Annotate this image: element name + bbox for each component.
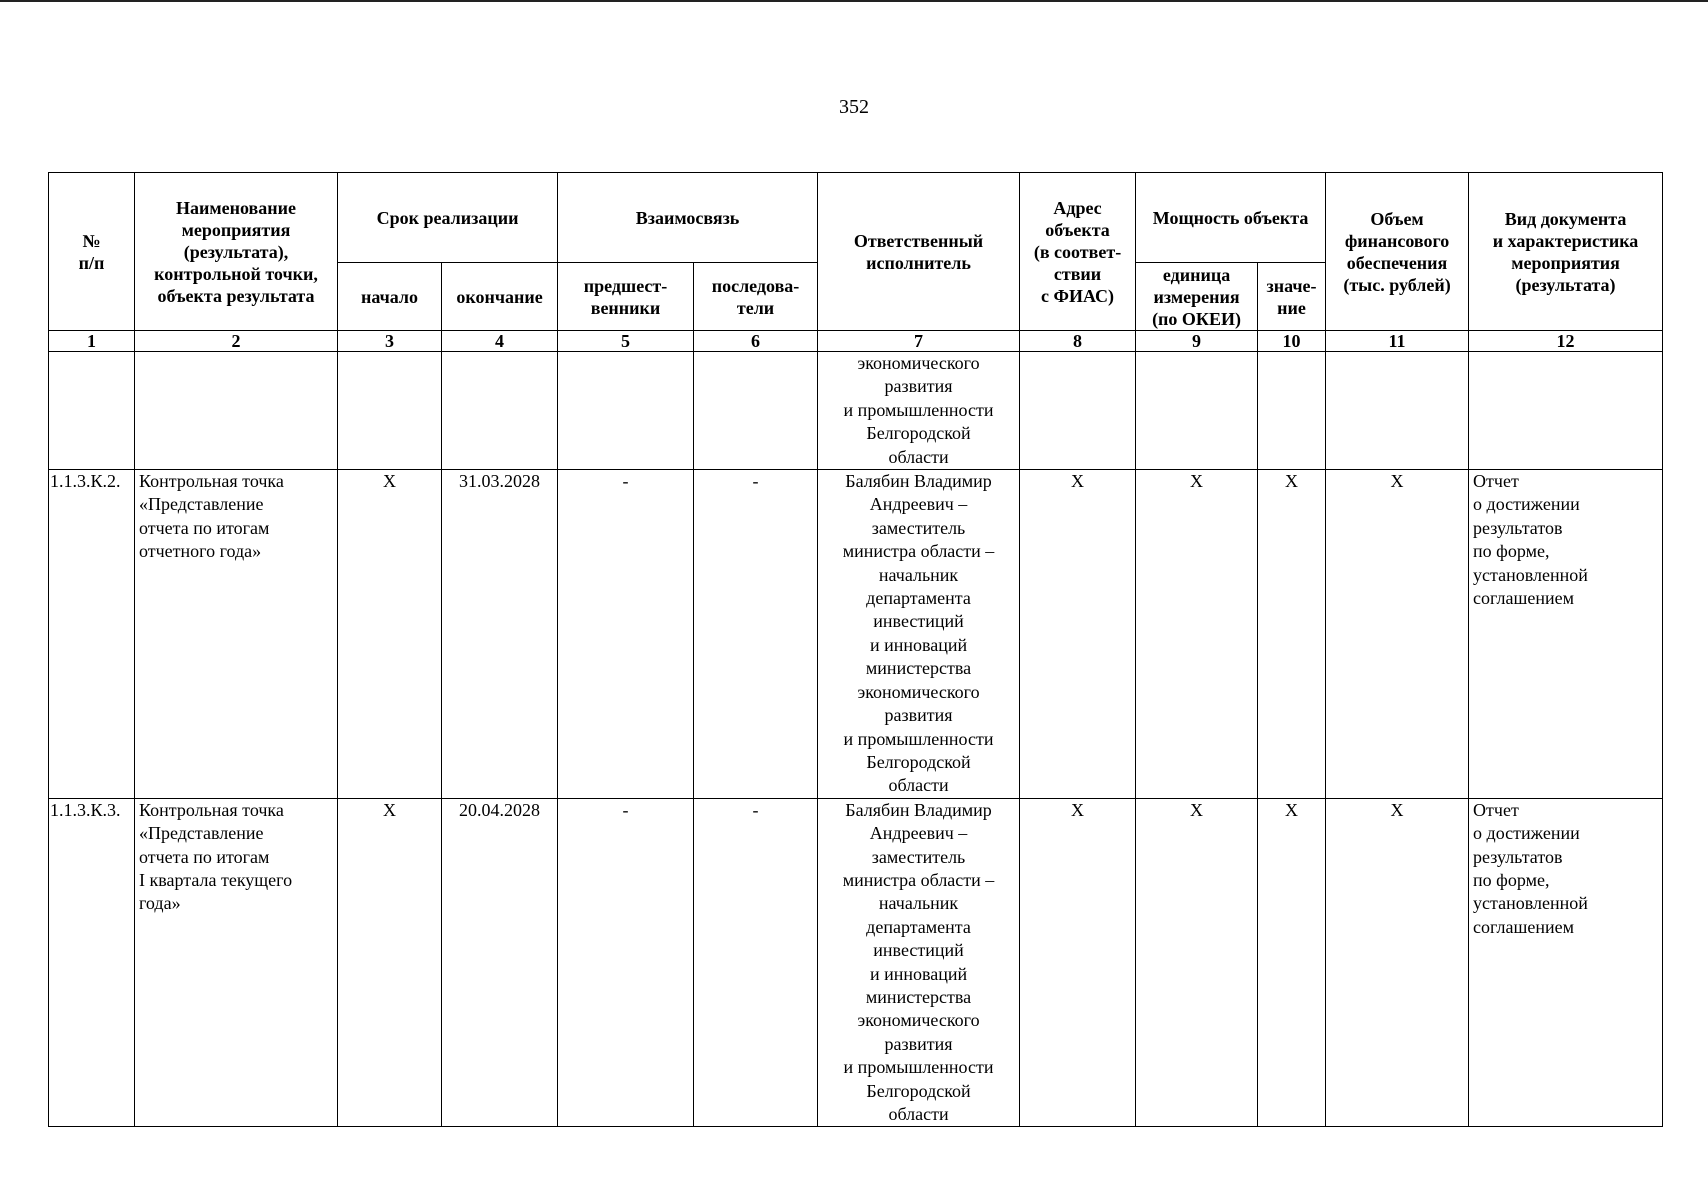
- header-document: Вид документа и характеристика мероприятия (результата): [1469, 173, 1663, 331]
- cell-responsible: экономического развития и промышленности Белгородской области: [818, 352, 1020, 470]
- header-successors: последова- тели: [694, 263, 818, 331]
- header-predecessors: предшест- венники: [558, 263, 694, 331]
- cell-responsible: Балябин Владимир Андреевич – заместитель министра области – начальник департамента инвестиций и инноваций министерства экономического развития и промышленности Белгородской области: [818, 798, 1020, 1127]
- cell-predecessors: -: [558, 470, 694, 799]
- cell-document: [1469, 352, 1663, 470]
- table-row: [49, 352, 1663, 470]
- cell-successors: -: [694, 798, 818, 1127]
- cell-start: X: [338, 798, 442, 1127]
- column-number: 9: [1136, 331, 1258, 352]
- cell-value: [1258, 352, 1326, 470]
- cell-predecessors: [558, 352, 694, 470]
- page-number: 352: [839, 96, 869, 118]
- header-power: Мощность объекта: [1136, 173, 1326, 263]
- column-number: 4: [442, 331, 558, 352]
- cell-finance: X: [1326, 798, 1469, 1127]
- cell-successors: [694, 352, 818, 470]
- activities-table: [48, 172, 1663, 1127]
- cell-end: 20.04.2028: [442, 798, 558, 1127]
- column-number: 2: [135, 331, 338, 352]
- header-name: Наименование мероприятия (результата), контрольной точки, объекта результата: [135, 173, 338, 331]
- cell-start: X: [338, 470, 442, 799]
- cell-unit: X: [1136, 798, 1258, 1127]
- cell-unit: [1136, 352, 1258, 470]
- cell-end: [442, 352, 558, 470]
- cell-name: [135, 352, 338, 470]
- header-responsible: Ответственный исполнитель: [818, 173, 1020, 331]
- header-period: Срок реализации: [338, 173, 558, 263]
- cell-number: 1.1.3.К.2.: [49, 470, 135, 799]
- cell-address: X: [1020, 470, 1136, 799]
- cell-unit: X: [1136, 470, 1258, 799]
- header-value: значе- ние: [1258, 263, 1326, 331]
- cell-value: X: [1258, 470, 1326, 799]
- column-number: 7: [818, 331, 1020, 352]
- header-finance: Объем финансового обеспечения (тыс. рублей): [1326, 173, 1469, 331]
- header-number: № п/п: [49, 173, 135, 331]
- cell-end: 31.03.2028: [442, 470, 558, 799]
- cell-finance: X: [1326, 470, 1469, 799]
- cell-name: Контрольная точка «Представление отчета по итогам I квартала текущего года»: [135, 798, 338, 1127]
- header-address: Адрес объекта (в соответ- ствии с ФИАС): [1020, 173, 1136, 331]
- cell-start: [338, 352, 442, 470]
- column-number: 5: [558, 331, 694, 352]
- cell-name: Контрольная точка «Представление отчета по итогам отчетного года»: [135, 470, 338, 799]
- cell-address: X: [1020, 798, 1136, 1127]
- cell-address: [1020, 352, 1136, 470]
- header-end: окончание: [442, 263, 558, 331]
- header-start: начало: [338, 263, 442, 331]
- cell-number: 1.1.3.К.3.: [49, 798, 135, 1127]
- column-number: 8: [1020, 331, 1136, 352]
- cell-predecessors: -: [558, 798, 694, 1127]
- header-unit: единица измерения (по ОКЕИ): [1136, 263, 1258, 331]
- header-link: Взаимосвязь: [558, 173, 818, 263]
- cell-number: [49, 352, 135, 470]
- cell-finance: [1326, 352, 1469, 470]
- column-number: 1: [49, 331, 135, 352]
- column-number: 3: [338, 331, 442, 352]
- column-number: 11: [1326, 331, 1469, 352]
- column-number: 10: [1258, 331, 1326, 352]
- cell-document: Отчет о достижении результатов по форме, установленной соглашением: [1469, 470, 1663, 799]
- cell-responsible: Балябин Владимир Андреевич – заместитель министра области – начальник департамента инвестиций и инноваций министерства экономического развития и промышленности Белгородской области: [818, 470, 1020, 799]
- column-number: 6: [694, 331, 818, 352]
- table-row: [49, 798, 1663, 1127]
- top-border-line: [0, 0, 1708, 2]
- cell-successors: -: [694, 470, 818, 799]
- cell-document: Отчет о достижении результатов по форме, установленной соглашением: [1469, 798, 1663, 1127]
- cell-value: X: [1258, 798, 1326, 1127]
- column-number: 12: [1469, 331, 1663, 352]
- table-row: [49, 470, 1663, 799]
- column-number-row: [49, 331, 1663, 352]
